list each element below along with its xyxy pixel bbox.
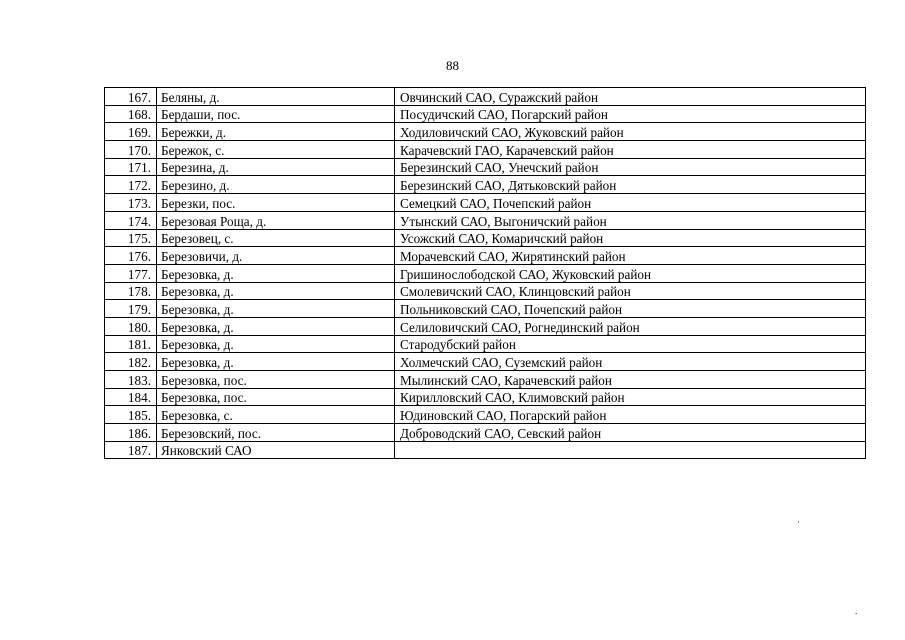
district-cell: Доброводский САО, Севский район <box>395 424 866 442</box>
settlement-name-cell: Березовка, пос. <box>157 388 395 406</box>
row-number-cell: 182. <box>105 353 157 371</box>
settlement-name-cell: Березина, д. <box>157 158 395 176</box>
settlement-name-cell: Березовка, д. <box>157 282 395 300</box>
settlement-name-cell: Беляны, д. <box>157 88 395 106</box>
settlement-name-cell: Березовка, д. <box>157 335 395 353</box>
district-cell: Березинский САО, Дятьковский район <box>395 176 866 194</box>
table-row <box>105 300 866 318</box>
district-cell: Польниковский САО, Почепский район <box>395 300 866 318</box>
table-row <box>105 229 866 247</box>
row-number-cell: 186. <box>105 424 157 442</box>
row-number-cell: 171. <box>105 158 157 176</box>
row-number-cell: 177. <box>105 264 157 282</box>
settlement-name-cell: Березовичи, д. <box>157 247 395 265</box>
row-number-cell: 180. <box>105 317 157 335</box>
row-number-cell: 178. <box>105 282 157 300</box>
table-row <box>105 141 866 159</box>
district-cell: Семецкий САО, Почепский район <box>395 194 866 212</box>
row-number-cell: 184. <box>105 388 157 406</box>
settlement-name-cell: Березовка, д. <box>157 264 395 282</box>
district-cell: Посудичский САО, Погарский район <box>395 105 866 123</box>
settlement-name-cell: Бердаши, пос. <box>157 105 395 123</box>
settlement-name-cell: Березовец, с. <box>157 229 395 247</box>
row-number-cell: 170. <box>105 141 157 159</box>
settlement-name-cell: Березовка, д. <box>157 353 395 371</box>
table-row <box>105 211 866 229</box>
settlement-name-cell: Березовая Роща, д. <box>157 211 395 229</box>
settlement-name-cell: Бережок, с. <box>157 141 395 159</box>
district-cell: Кирилловский САО, Климовский район <box>395 388 866 406</box>
district-cell: Селиловичский САО, Рогнединский район <box>395 317 866 335</box>
district-cell: Стародубский район <box>395 335 866 353</box>
district-cell: Березинский САО, Унечский район <box>395 158 866 176</box>
table-row <box>105 441 866 459</box>
district-cell <box>395 441 866 459</box>
scan-speck: . <box>855 606 858 616</box>
table-row <box>105 247 866 265</box>
settlement-name-cell: Березки, пос. <box>157 194 395 212</box>
table-row <box>105 158 866 176</box>
row-number-cell: 173. <box>105 194 157 212</box>
settlement-name-cell: Березовка, с. <box>157 406 395 424</box>
district-cell: Карачевский ГАО, Карачевский район <box>395 141 866 159</box>
table-row <box>105 317 866 335</box>
district-cell: Юдиновский САО, Погарский район <box>395 406 866 424</box>
table-row <box>105 88 866 106</box>
table-row <box>105 353 866 371</box>
settlement-name-cell: Бережки, д. <box>157 123 395 141</box>
settlements-table-body <box>105 88 866 459</box>
settlement-name-cell: Березовка, пос. <box>157 371 395 389</box>
row-number-cell: 172. <box>105 176 157 194</box>
table-row <box>105 123 866 141</box>
district-cell: Усожский САО, Комаричский район <box>395 229 866 247</box>
row-number-cell: 167. <box>105 88 157 106</box>
row-number-cell: 181. <box>105 335 157 353</box>
row-number-cell: 179. <box>105 300 157 318</box>
district-cell: Смолевичский САО, Клинцовский район <box>395 282 866 300</box>
district-cell: Ходиловичский САО, Жуковский район <box>395 123 866 141</box>
settlement-name-cell: Березино, д. <box>157 176 395 194</box>
settlement-name-cell: Березовский, пос. <box>157 424 395 442</box>
row-number-cell: 176. <box>105 247 157 265</box>
district-cell: Морачевский САО, Жирятинский район <box>395 247 866 265</box>
table-row <box>105 406 866 424</box>
settlement-name-cell: Березовка, д. <box>157 300 395 318</box>
district-cell: Гришинослободской САО, Жуковский район <box>395 264 866 282</box>
row-number-cell: 175. <box>105 229 157 247</box>
table-row <box>105 105 866 123</box>
district-cell: Холмечский САО, Суземский район <box>395 353 866 371</box>
row-number-cell: 169. <box>105 123 157 141</box>
row-number-cell: 183. <box>105 371 157 389</box>
district-cell: Мылинский САО, Карачевский район <box>395 371 866 389</box>
row-number-cell: 168. <box>105 105 157 123</box>
district-cell: Овчинский САО, Суражский район <box>395 88 866 106</box>
row-number-cell: 187. <box>105 441 157 459</box>
table-row <box>105 264 866 282</box>
settlements-table <box>104 87 866 459</box>
table-row <box>105 194 866 212</box>
row-number-cell: 174. <box>105 211 157 229</box>
page-number: 88 <box>446 58 459 73</box>
table-row <box>105 424 866 442</box>
table-row <box>105 371 866 389</box>
settlement-name-cell: Янковский САО <box>157 441 395 459</box>
district-cell: Утынский САО, Выгоничский район <box>395 211 866 229</box>
scan-speck: · <box>797 517 800 527</box>
settlement-name-cell: Березовка, д. <box>157 317 395 335</box>
table-row <box>105 335 866 353</box>
table-row <box>105 282 866 300</box>
table-row <box>105 176 866 194</box>
table-row <box>105 388 866 406</box>
row-number-cell: 185. <box>105 406 157 424</box>
